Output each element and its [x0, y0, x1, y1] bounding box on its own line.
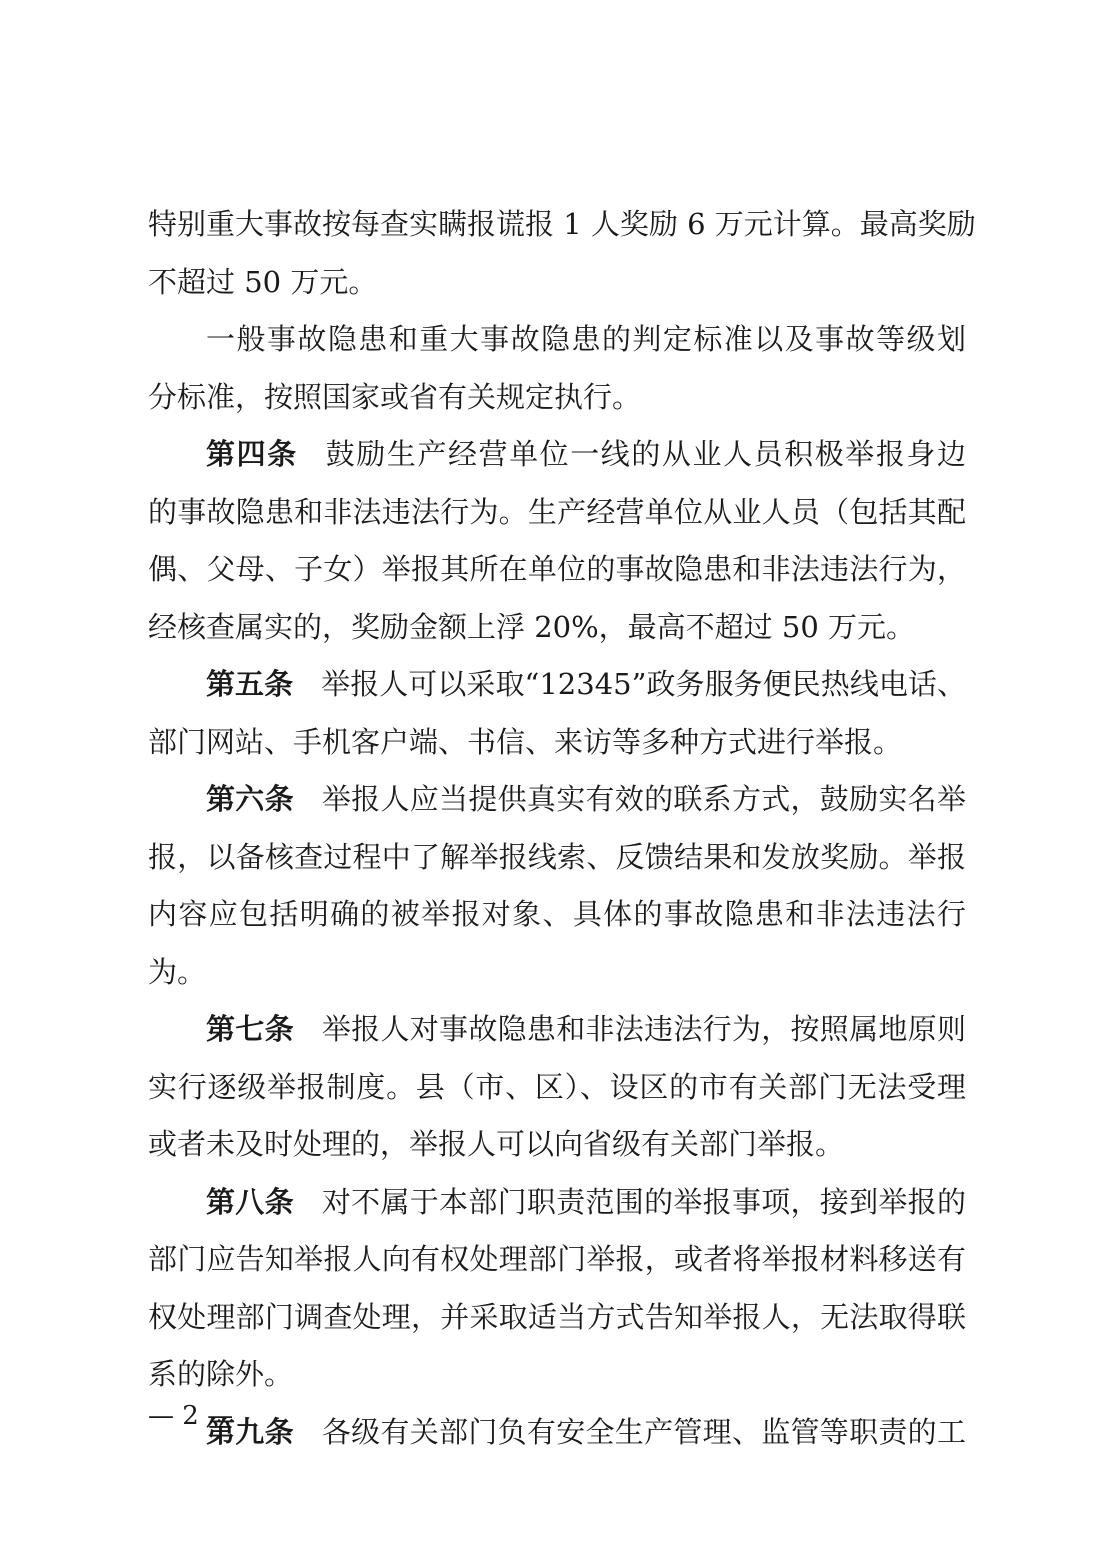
article-heading: 第八条 [206, 1184, 294, 1219]
body-line: 特别重大事故按每查实瞒报谎报 1 人奖励 6 万元计算。最高奖励 [148, 207, 976, 241]
body-line: 报，以备核查过程中了解举报线索、反馈结果和发放奖励。举报 [148, 839, 966, 874]
body-line: 权处理部门调查处理，并采取适当方式告知举报人，无法取得联 [148, 1299, 966, 1334]
article-heading: 第六条 [206, 782, 294, 816]
article-heading: 第九条 [206, 1414, 294, 1449]
body-line: 部门网站、手机客户端、书信、来访等多种方式进行举报。 [148, 724, 903, 759]
document-page [148, 196, 976, 1461]
article-8-first-line: 第八条 对不属于本部门职责范围的举报事项，接到举报的 [206, 1184, 966, 1219]
body-line: 系的除外。 [148, 1357, 294, 1391]
body-line: 分标准，按照国家或省有关规定执行。 [148, 379, 642, 414]
body-line: 经核查属实的，奖励金额上浮 20%，最高不超过 50 万元。 [148, 609, 916, 644]
article-7-first-line: 第七条 举报人对事故隐患和非法违法行为，按照属地原则 [206, 1012, 966, 1046]
article-5-first-line: 第五条 举报人可以采取“12345”政务服务便民热线电话、 [206, 667, 966, 701]
page-number: — 2 — [148, 1401, 234, 1431]
article-9-first-line: 第九条 各级有关部门负有安全生产管理、监管等职责的工 [206, 1414, 966, 1449]
article-4-first-line: 第四条 鼓励生产经营单位一线的从业人员积极举报身边 [206, 437, 966, 471]
body-line: 为。 [148, 954, 207, 989]
body-line: 或者未及时处理的，举报人可以向省级有关部门举报。 [148, 1127, 845, 1161]
article-heading: 第四条 [206, 437, 298, 471]
body-line: 的事故隐患和非法违法行为。生产经营单位从业人员（包括其配 [148, 494, 966, 529]
body-line: 不超过 50 万元。 [148, 264, 378, 299]
body-line: 部门应告知举报人向有权处理部门举报，或者将举报材料移送有 [148, 1242, 966, 1276]
article-6-first-line: 第六条 举报人应当提供真实有效的联系方式，鼓励实名举 [206, 782, 966, 816]
body-line: 内容应包括明确的被举报对象、具体的事故隐患和非法违法行 [148, 897, 966, 931]
body-line: 实行逐级举报制度。县（市、区）、设区的市有关部门无法受理 [148, 1069, 966, 1104]
article-heading: 第七条 [206, 1012, 294, 1046]
body-line: 一般事故隐患和重大事故隐患的判定标准以及事故等级划 [206, 322, 966, 356]
article-heading: 第五条 [206, 667, 294, 701]
body-line: 偶、父母、子女）举报其所在单位的事故隐患和非法违法行为， [148, 552, 966, 586]
